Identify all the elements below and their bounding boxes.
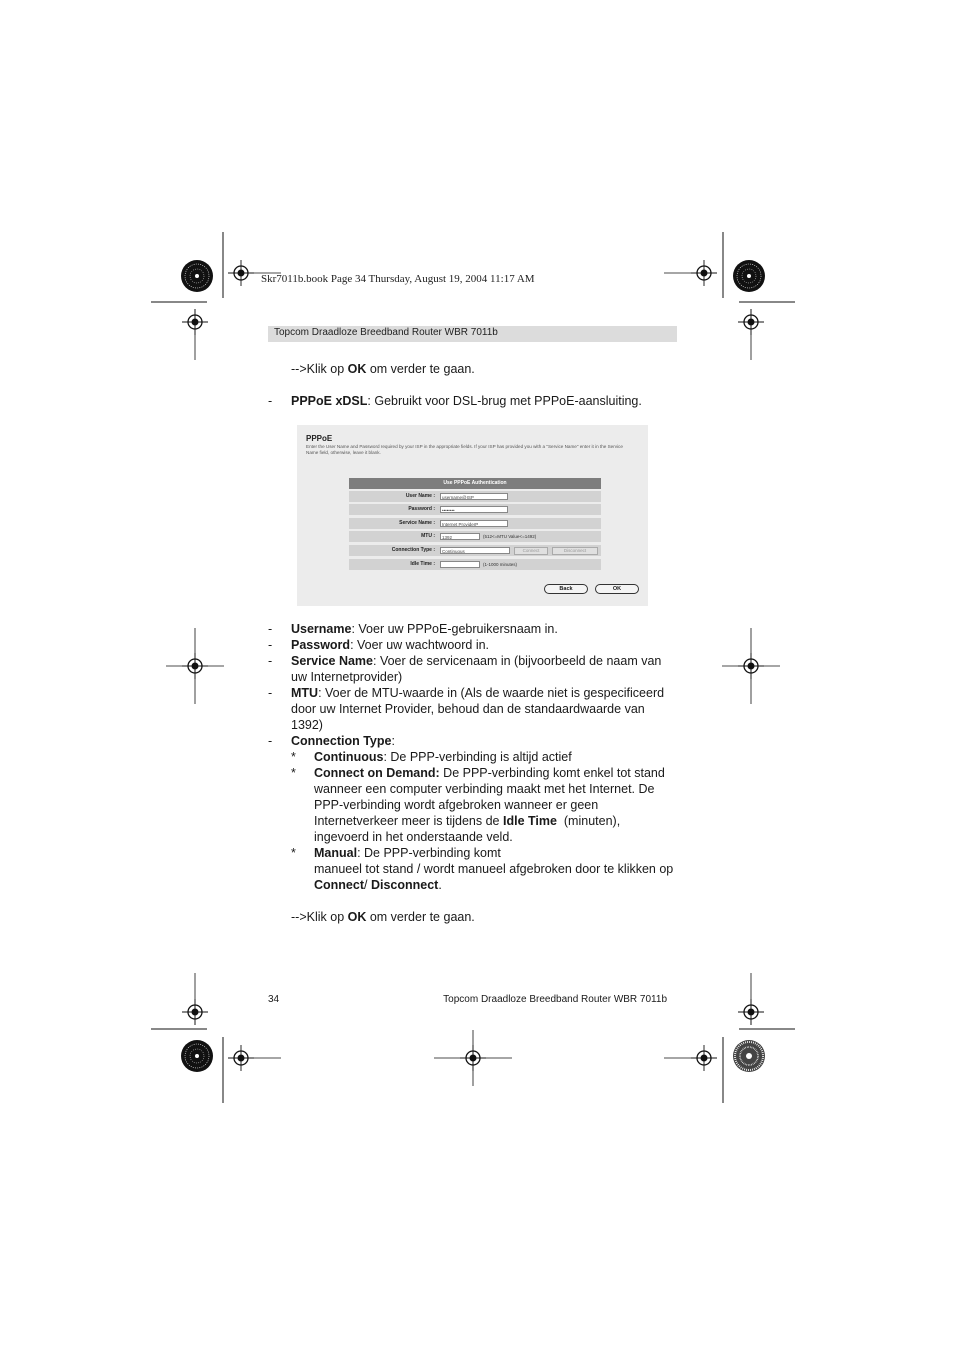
manual-period: .: [438, 878, 442, 892]
mtu-label: MTU :: [421, 533, 435, 539]
on-demand-term: Connect on Demand:: [314, 766, 440, 780]
pppoe-term: PPPoE xDSL: [291, 394, 368, 408]
footer-title: Topcom Draadloze Breedband Router WBR 7011b: [443, 994, 667, 1005]
instruction-end-ok-bold: OK: [347, 910, 367, 924]
mtu-desc: : Voer de MTU-waarde in (Als de waarde niet is gespecificeerd: [318, 686, 665, 700]
manual-desc-2: manueel tot stand / wordt manueel afgebroken door te klikken op: [314, 862, 674, 876]
mtu-desc-cont-1: door uw Internet Provider, behoud dan de standaardwaarde van: [291, 702, 645, 716]
connection-type-item: [291, 733, 395, 749]
continuous-term: Continuous: [314, 750, 384, 764]
username-term: Username: [291, 622, 352, 636]
connection-type-colon: :: [391, 734, 395, 748]
connection-type-term: Connection Type: [291, 734, 392, 748]
username-row: [349, 491, 601, 502]
on-demand-desc-5: ingevoerd in het onderstaande veld.: [314, 830, 513, 844]
password-desc: : Voer uw wachtwoord in.: [350, 638, 490, 652]
form-header: Use PPPoE Authentication: [349, 478, 601, 489]
manual-bullet: *: [291, 846, 296, 860]
continuous-bullet: *: [291, 750, 296, 764]
service-name-desc: : Voer de servicenaam in (bijvoorbeeld de naam van: [373, 654, 662, 668]
service-name-term: Service Name: [291, 654, 374, 668]
password-dash: -: [268, 638, 273, 652]
back-button[interactable]: Back: [544, 584, 588, 594]
on-demand-desc-3: PPP-verbinding wordt afgebroken wanneer er geen: [314, 798, 599, 812]
password-label: Password :: [408, 506, 435, 512]
username-label: User Name :: [405, 493, 435, 499]
instruction-ok-end: [291, 909, 475, 925]
manual-term: Manual: [314, 846, 358, 860]
idle-time-label: Idle Time :: [410, 561, 435, 567]
idle-time-term: Idle Time: [502, 814, 557, 828]
instruction-end-text: -->Klik op: [291, 910, 348, 924]
pppoe-description: : Gebruikt voor DSL-brug met PPPoE-aansluiting.: [367, 394, 642, 408]
continuous-item: [314, 749, 572, 765]
connection-type-row: [349, 545, 601, 556]
service-name-item: [291, 653, 661, 669]
connect-button[interactable]: Connect: [514, 547, 548, 555]
manual-item: [314, 845, 501, 861]
disconnect-term: Disconnect: [370, 878, 439, 892]
mtu-note: (512<=MTU Value<=1492): [483, 534, 537, 539]
service-name-field[interactable]: Internet ProviderP: [440, 520, 508, 527]
instruction-end-text-tail: om verder te gaan.: [366, 910, 475, 924]
connection-type-select[interactable]: Continuous: [440, 547, 510, 554]
instruction-text: -->Klik op: [291, 362, 348, 376]
on-demand-desc: De PPP-verbinding komt enkel tot stand: [439, 766, 665, 780]
screenshot-description: Enter the User Name and Password required by your ISP in the appropriate fields. If your ISP has provided you with a "Service Name" enter it in the Service Name field, otherwise, leave it blank.: [306, 444, 623, 455]
mtu-dash: -: [268, 686, 273, 700]
password-row: [349, 504, 601, 515]
screenshot-title: PPPoE: [306, 434, 333, 443]
pppoe-dash: -: [268, 394, 273, 408]
manual-desc: : De PPP-verbinding komt: [357, 846, 501, 860]
idle-time-field[interactable]: [440, 561, 480, 568]
password-field[interactable]: ••••••••: [440, 506, 508, 513]
mtu-item: [291, 685, 664, 701]
running-header-title: Topcom Draadloze Breedband Router WBR 7011b: [274, 327, 498, 338]
on-demand-desc-4-text: Internetverkeer meer is tijdens de: [314, 814, 503, 828]
mtu-row: [349, 531, 601, 542]
manual-slash: /: [364, 878, 371, 892]
on-demand-desc-4: [314, 813, 620, 829]
on-demand-item: [314, 765, 665, 781]
username-field[interactable]: username@ISP: [440, 493, 508, 500]
continuous-desc: : De PPP-verbinding is altijd actief: [383, 750, 572, 764]
on-demand-desc-2: wanneer een computer verbinding maakt met het Internet. De: [314, 782, 655, 796]
service-name-label: Service Name :: [399, 520, 435, 526]
pppoe-settings-screenshot: [297, 425, 648, 606]
pppoe-item: [291, 393, 642, 409]
username-item: [291, 621, 558, 637]
mtu-desc-cont-2: 1392): [291, 718, 323, 732]
username-desc: : Voer uw PPPoE-gebruikersnaam in.: [351, 622, 558, 636]
password-item: [291, 637, 489, 653]
disconnect-button[interactable]: Disconnect: [552, 547, 598, 555]
instruction-text-end: om verder te gaan.: [366, 362, 475, 376]
connection-type-label: Connection Type :: [391, 547, 435, 553]
pppoe-form: [349, 478, 601, 573]
manual-desc-3: [314, 877, 442, 893]
instruction-ok: [291, 361, 475, 377]
ok-button[interactable]: OK: [595, 584, 639, 594]
connect-term: Connect: [314, 878, 364, 892]
connection-type-dash: -: [268, 734, 273, 748]
service-name-row: [349, 518, 601, 529]
service-name-desc-cont: uw Internetprovider): [291, 670, 403, 684]
instruction-ok-bold: OK: [347, 362, 367, 376]
running-header: [268, 326, 677, 342]
username-dash: -: [268, 622, 273, 636]
on-demand-bullet: *: [291, 766, 296, 780]
idle-time-note: (1-1000 minutes): [483, 562, 518, 567]
idle-time-row: [349, 559, 601, 570]
password-term: Password: [291, 638, 351, 652]
service-name-dash: -: [268, 654, 273, 668]
mtu-field[interactable]: 1392: [440, 533, 480, 540]
mtu-term: MTU: [291, 686, 319, 700]
page-number: 34: [268, 994, 280, 1005]
print-slug: Skr7011b.book Page 34 Thursday, August 19, 2004 11:17 AM: [261, 273, 535, 285]
on-demand-desc-4-end: (minuten),: [556, 814, 621, 828]
